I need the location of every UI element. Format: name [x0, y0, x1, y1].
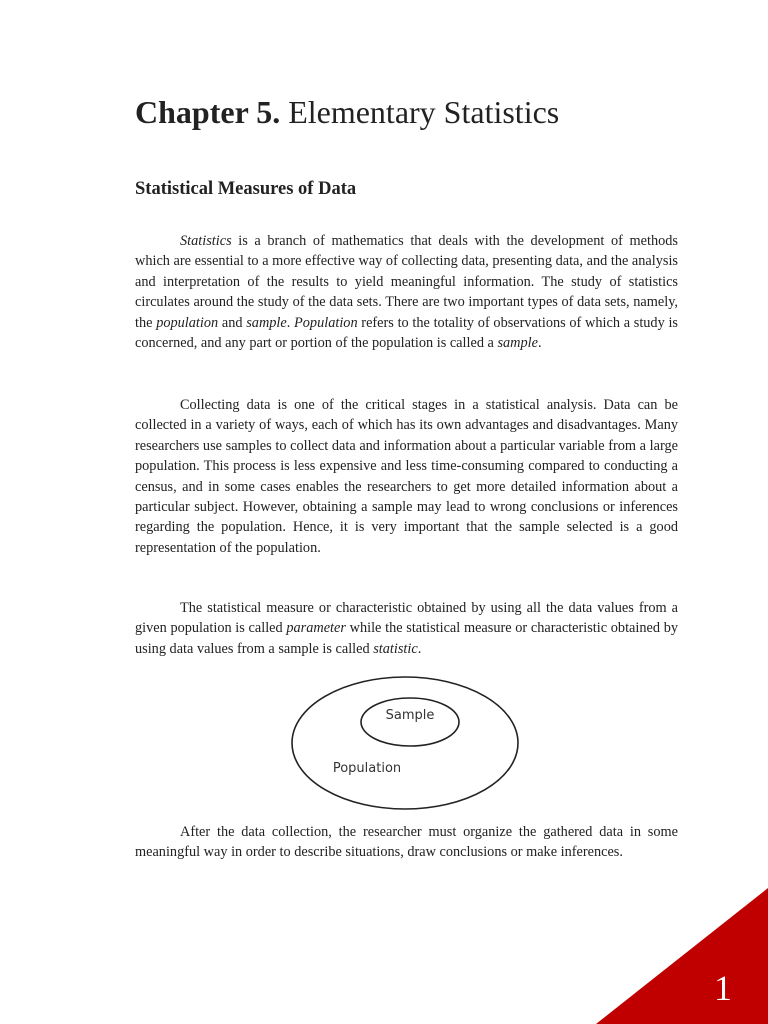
chapter-number: Chapter 5. — [135, 94, 281, 130]
paragraph-text: and — [218, 314, 247, 331]
term-sample-end: sample — [497, 335, 538, 352]
page-number: 1 — [714, 968, 732, 1008]
term-sample: sample — [246, 314, 287, 331]
term-population-capital: Population — [294, 314, 358, 331]
paragraph-text: is a branch of mathematics that deals with the development of methods which are essential to a more effective way of collecting data, presenting data, and the analysis and interpretation of the results to yield meaningful information. The study of statistics circulates around the study of the data sets. There are two important types of data sets, namely, the — [135, 233, 678, 331]
term-statistic: statistic — [373, 640, 418, 657]
paragraph-text: . — [537, 335, 542, 352]
paragraph-text: while the statistical measure or characteristic obtained by using data values from a sample is called — [135, 620, 678, 657]
paragraph-organize-data — [135, 822, 678, 863]
population-sample-diagram — [288, 673, 522, 813]
paragraph-text: The statistical measure or characteristic obtained by using all the data values from a given population is called — [135, 600, 678, 637]
paragraph-text: . — [286, 314, 295, 331]
section-heading: Statistical Measures of Data — [135, 179, 357, 199]
paragraph-text: Collecting data is one of the critical stages in a statistical analysis. Data can be collected in a variety of ways, each of which has its own advantages and disadvantages. Many researchers use samples to collect data and information about a particular variable from a large population. This process is less expensive and less time-consuming compared to conducting a census, and in some cases enables the researchers to get more detailed information about a particular subject. However, obtaining a sample may lead to wrong conclusions or inferences regarding the population. Hence, it is very important that the sample selected is a good representation of the population. — [135, 397, 678, 556]
term-statistics: Statistics — [180, 233, 232, 249]
chapter-name: Elementary Statistics — [288, 94, 560, 130]
chapter-title — [135, 92, 559, 132]
sample-label: Sample — [385, 708, 435, 723]
term-parameter: parameter — [286, 620, 346, 637]
paragraph-collecting-data — [135, 395, 678, 558]
paragraph-text: . — [417, 640, 422, 657]
corner-shape — [596, 888, 768, 1024]
paragraph-text: refers to the totality of observations of which a study is concerned, and any part or portion of the population is called a — [135, 314, 678, 352]
paragraph-statistics-definition — [135, 231, 678, 353]
page-corner-triangle — [596, 888, 768, 1024]
paragraph-text: After the data collection, the researcher must organize the gathered data in some meaningful way in order to describe situations, draw conclusions or make inferences. — [135, 824, 678, 861]
population-label: Population — [332, 761, 402, 776]
term-population: population — [156, 314, 219, 331]
paragraph-parameter-statistic — [135, 598, 678, 659]
population-ellipse — [292, 677, 518, 809]
